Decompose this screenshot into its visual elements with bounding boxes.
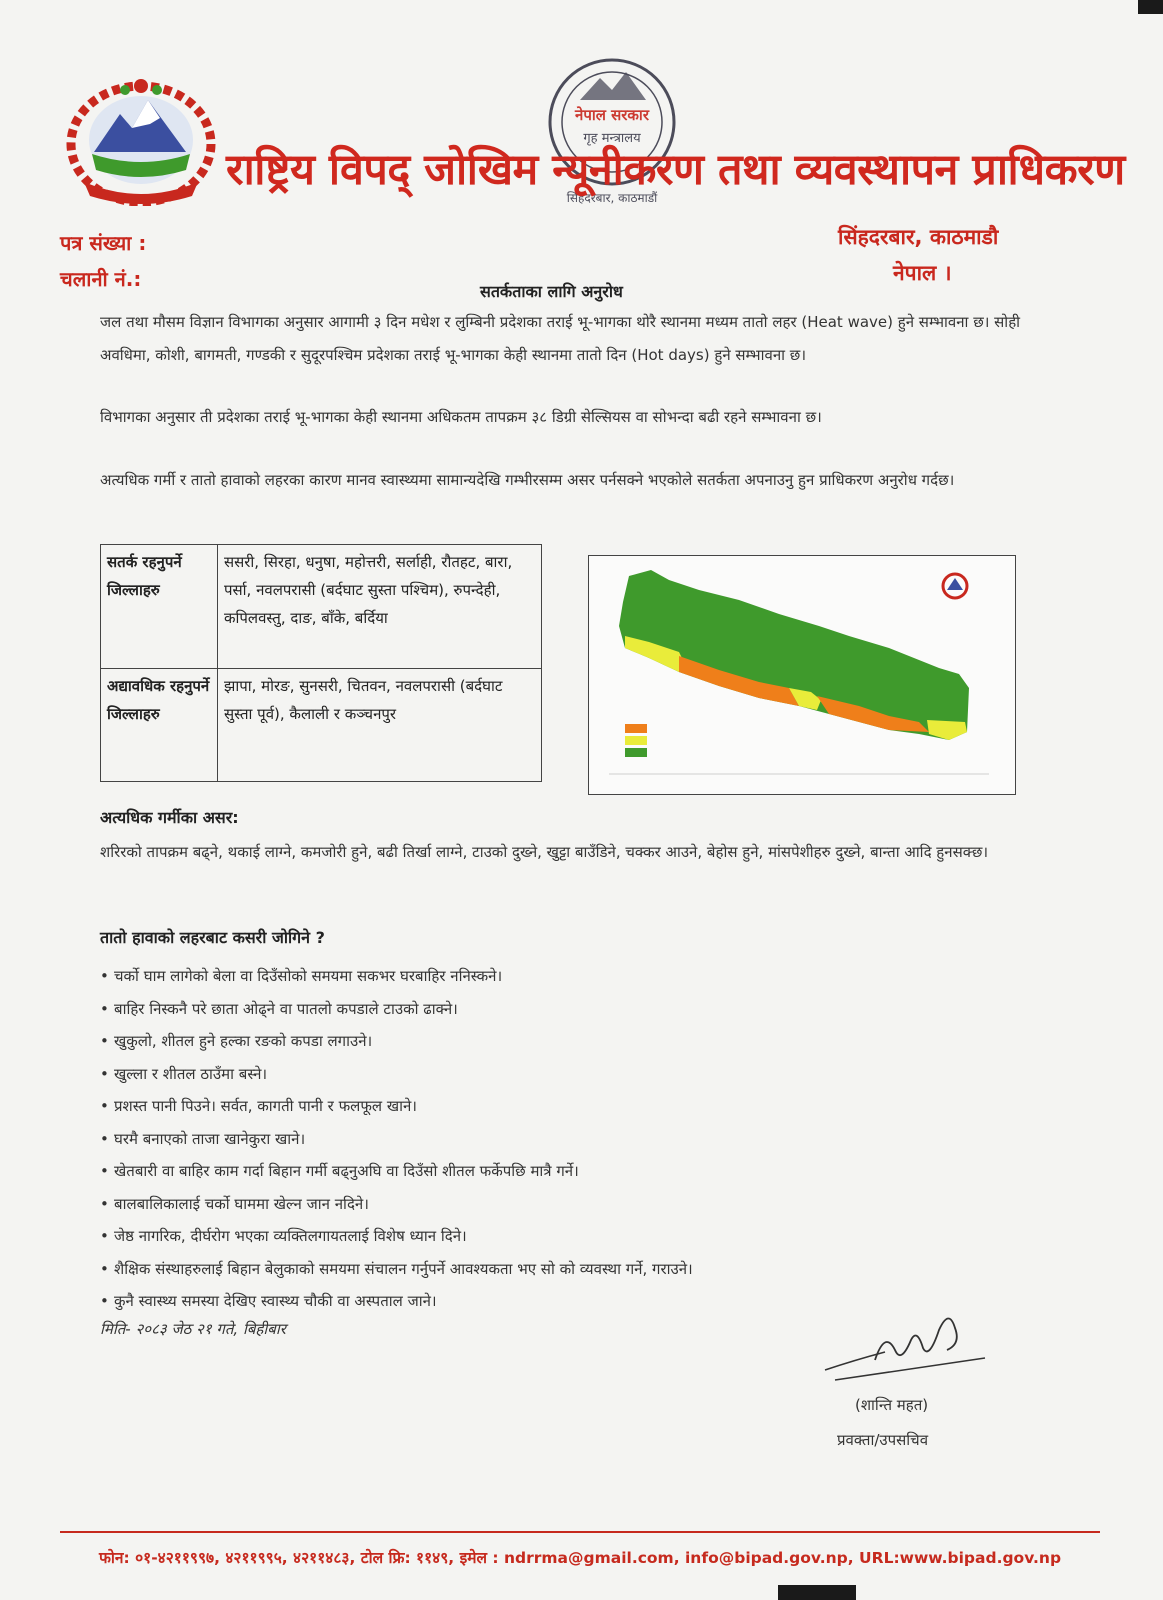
list-item: • खुकुलो, शीतल हुने हल्का रङको कपडा लगाउने।: [100, 1032, 373, 1050]
list-item: • खेतबारी वा बाहिर काम गर्दा बिहान गर्मी बढ्नुअघि वा दिउँसो शीतल फर्केपछि मात्रै गर्ने।: [100, 1162, 579, 1180]
paragraph-forecast: जल तथा मौसम विज्ञान विभागका अनुसार आगामी ३ दिन मधेश र लुम्बिनी प्रदेशका तराई भू-भागका थोरै स्थानमा मध्यम तातो लहर (Heat wave) हुने सम्भावना छ। सोही अवधिमा, कोशी, बागमती, गण्डकी र सुदूरपश्चिम प्रदेशका तराई भू-भागका केही स्थानमा तातो दिन (Hot days) हुने सम्भावना छ।: [100, 313, 1021, 364]
list-item: • घरमै बनाएको ताजा खानेकुरा खाने।: [100, 1129, 306, 1148]
legend-swatch-normal: [625, 748, 647, 757]
stamp-text-bottom: सिंहदरबार, काठमाडौं: [566, 191, 658, 205]
letter-subject: सतर्कताका लागि अनुरोध: [480, 282, 623, 301]
list-item: • कुनै स्वास्थ्य समस्या देखिए स्वास्थ्य चौकी वा अस्पताल जाने।: [100, 1292, 437, 1310]
table-districts-cell: झापा, मोरङ, सुनसरी, चितवन, नवलपरासी (बर्दघाट सुस्ता पूर्व), कैलाली र कञ्चनपुर: [218, 668, 542, 781]
map-region-watch: [927, 720, 967, 740]
list-item: • जेष्ठ नागरिक, दीर्घरोग भएका व्यक्तिलगायतलाई विशेष ध्यान दिने।: [100, 1227, 467, 1245]
legend-swatch-alert: [625, 724, 647, 733]
table-category-cell: अद्यावधिक रहनुपर्ने जिल्लाहरु: [101, 668, 218, 781]
list-item: • प्रशस्त पानी पिउने। सर्वत, कागती पानी र फलफूल खाने।: [100, 1097, 417, 1115]
effects-text: शरिरको तापक्रम बढ्ने, थकाई लाग्ने, कमजोरी हुने, बढी तिर्खा लाग्ने, टाउको दुख्ने, खुट्टा बाउँडिने, चक्कर आउने, बेहोस हुने, मांसपेशीहरु दुख्ने, बान्ता आदि हुनसक्छ।: [100, 843, 989, 861]
protection-heading: तातो हावाको लहरबाट कसरी जोगिने ?: [100, 928, 325, 947]
letter-date: मिति- २०८३ जेठ २१ गते, बिहीबार: [100, 1320, 286, 1338]
effects-heading: अत्यधिक गर्मीका असर:: [100, 808, 239, 827]
table-category-cell: सतर्क रहनुपर्ने जिल्लाहरु: [101, 545, 218, 669]
signer-title: प्रवक्ता/उपसचिव: [837, 1431, 929, 1449]
list-item: • चर्को घाम लागेको बेला वा दिउँसोको समयमा सकभर घरबाहिर ननिस्कने।: [100, 967, 503, 985]
signer-name: (शान्ति महत): [855, 1396, 929, 1414]
signature-icon: [815, 1300, 995, 1395]
stamp-text-top: नेपाल सरकार: [575, 106, 649, 124]
table-row: [101, 545, 542, 669]
list-item: • बाहिर निस्कनै परे छाता ओढ्ने वा पातलो कपडाले टाउको ढाक्ने।: [100, 999, 458, 1018]
footer-divider: [60, 1531, 1100, 1533]
stamp-text-mid: गृह मन्त्रालय: [583, 131, 641, 146]
heat-alert-map: [588, 555, 1016, 795]
district-table: [100, 544, 542, 782]
nepal-map-graphic: [589, 556, 1015, 794]
paragraph-temperature: विभागका अनुसार ती प्रदेशका तराई भू-भागका केही स्थानमा अधिकतम तापक्रम ३८ डिग्री सेल्सियस वा सोभन्दा बढी रहने सम्भावना छ।: [100, 408, 822, 426]
dispatch-number-label: चलानी नं.:: [60, 267, 142, 291]
scan-artifact: [1138, 0, 1163, 14]
list-item: • बालबालिकालाई चर्को घाममा खेल्न जान नदिने।: [100, 1194, 369, 1213]
office-country: नेपाल ।: [893, 261, 952, 285]
list-item: • खुल्ला र शीतल ठाउँमा बस्ने।: [100, 1064, 268, 1083]
nepal-emblem-icon: [62, 74, 220, 206]
paragraph-request: अत्यधिक गर्मी र तातो हावाको लहरका कारण मानव स्वास्थ्यमा सामान्यदेखि गम्भीरसम्म असर पर्नसक्ने भएकोले सतर्कता अपनाउनु हुन प्राधिकरण अनुरोध गर्दछ।: [100, 471, 955, 489]
scan-artifact: [778, 1585, 856, 1600]
table-districts-cell: ससरी, सिरहा, धनुषा, महोत्तरी, सर्लाही, रौतहट, बारा, पर्सा, नवलपरासी (बर्दघाट सुस्ता पश्चिम), रुपन्देही, कपिलवस्तु, दाङ, बाँके, बर्दिया: [218, 545, 542, 669]
footer-contact: फोन: ०१-४२११९९७, ४२११९९५, ४२११४८३, टोल फ्रि: ११४९, इमेल : ndrrma@gmail.com, info@bipad.gov.np, URL:www.bipad.gov.np: [98, 1549, 1062, 1567]
legend-swatch-watch: [625, 736, 647, 745]
office-location: सिंहदरबार, काठमाडौ: [838, 225, 999, 249]
table-row: [101, 668, 542, 781]
protection-list: [100, 960, 1050, 1318]
list-item: • शैक्षिक संस्थाहरुलाई बिहान बेलुकाको समयमा संचालन गर्नुपर्ने आवश्यकता भए सो को व्यवस्था गर्ने, गराउने।: [100, 1259, 693, 1278]
ref-number-label: पत्र संख्या :: [60, 231, 147, 255]
organization-title: राष्ट्रिय विपद् जोखिम न्यूनीकरण तथा व्यवस्थापन प्राधिकरण: [226, 145, 1125, 195]
